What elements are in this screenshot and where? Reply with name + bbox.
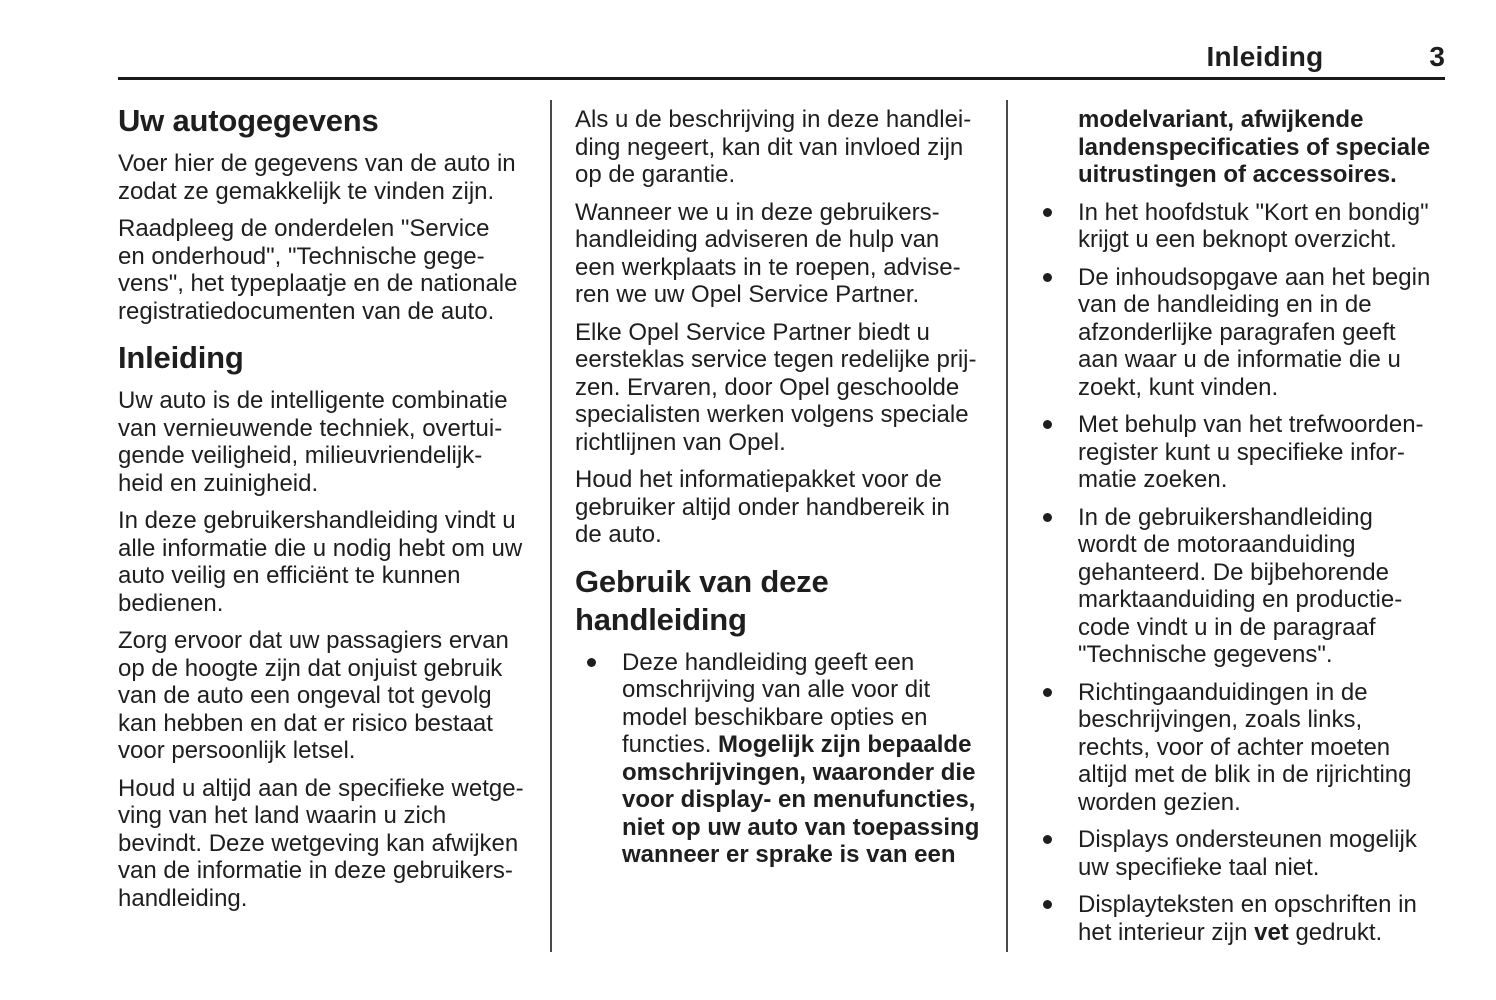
bullet-item-kort-en-bondig: In het hoofdstuk "Kort en bondig" krijgt u een beknopt overzicht. — [1031, 199, 1471, 254]
page-header — [118, 41, 1445, 73]
bullet-item-richtingaanduidingen: Richtingaanduidingen in de beschrijvingen, zoals links, rechts, voor of achter moeten altijd met de blik in de rijrichting worden gezien. — [1031, 679, 1471, 817]
bullet-item-motoraanduiding: In de gebruikershandleiding wordt de motoraanduiding gehanteerd. De bijbehorende marktaanduiding en productie- code vindt u in de paragraaf "Technische gegevens". — [1031, 504, 1471, 669]
bullet-item-displays-taal: Displays ondersteunen mogelijk uw specifieke taal niet. — [1031, 826, 1471, 881]
paragraph-informatiepakket: Houd het informatiepakket voor de gebruiker altijd onder handbereik in de auto. — [575, 466, 950, 548]
bullet-list-col3 — [1031, 199, 1471, 947]
column-2 — [575, 106, 1003, 869]
paragraph-werkplaats: Wanneer we u in deze gebruikers- handleiding adviseren de hulp van een werkplaats in te roepen, advise- ren we uw Opel Service Partner. — [575, 198, 961, 308]
paragraph-autogegevens-1: Voer hier de gegevens van de auto in zodat ze gemakkelijk te vinden zijn. — [118, 150, 516, 205]
section-heading-autogegevens: Uw autogegevens — [118, 103, 379, 138]
paragraph-inleiding-3: Zorg ervoor dat uw passagiers ervan op de hoogte zijn dat onjuist gebruik van de auto een ongeval tot gevolg kan hebben en dat er risico bestaat voor persoonlijk letsel. — [118, 627, 509, 764]
bullet-text-bold: Mogelijk zijn bepaalde omschrijvingen, waaronder die voor display- en menufuncties, niet op uw auto van toepassing wanneer er sprake is van een — [622, 731, 980, 868]
paragraph-inleiding-4: Houd u altijd aan de specifieke wetge- ving van het land waarin u zich bevindt. Deze wetgeving kan afwijken van de informatie in deze gebruikers- handleiding. — [118, 774, 524, 912]
bullet-list-col2 — [575, 649, 1003, 869]
bullet-item-opties — [575, 649, 1003, 869]
column-3 — [1031, 106, 1471, 946]
paragraph-garantie: Als u de beschrijving in deze handlei- ding negeert, kan dit van invloed zijn op de garantie. — [575, 106, 972, 188]
bullet-text-post: gedrukt. — [1288, 918, 1383, 946]
bullet-text-pre: Displayteksten en opschriften in het interieur zijn — [1078, 891, 1417, 946]
bullet-text-normal: Deze handleiding geeft een omschrijving van alle voor dit model beschikbare opties en functies. — [622, 648, 931, 758]
bullet-item-trefwoordenregister: Met behulp van het trefwoorden- register kunt u specifieke infor- matie zoeken. — [1031, 411, 1471, 494]
bullet-item-inhoudsopgave: De inhoudsopgave aan het begin van de handleiding en in de afzonderlijke paragrafen geeft aan waar u de informatie die u zoekt, kunt vinden. — [1031, 264, 1471, 402]
bullet-item-displayteksten — [1031, 891, 1471, 946]
paragraph-service-partner: Elke Opel Service Partner biedt u eersteklas service tegen redelijke prij- zen. Ervaren, door Opel geschoolde specialisten werken volgens speciale richtlijnen van Opel. — [575, 318, 977, 456]
column-divider-2 — [1006, 100, 1008, 952]
paragraph-inleiding-1: Uw auto is de intelligente combinatie van vernieuwende techniek, overtui- gende veiligheid, milieuvriendelijk- heid en zuinigheid. — [118, 387, 508, 497]
paragraph-inleiding-2: In deze gebruikershandleiding vindt u alle informatie die u nodig hebt om uw auto veilig en efficiënt te kunnen bedienen. — [118, 507, 523, 617]
header-rule — [118, 77, 1445, 80]
chapter-title: Inleiding — [1206, 41, 1324, 72]
column-divider-1 — [550, 100, 552, 952]
section-heading-inleiding: Inleiding — [118, 340, 244, 375]
column-1 — [118, 102, 546, 912]
bullet-text-vet: vet — [1254, 918, 1289, 946]
page-number: 3 — [1429, 41, 1445, 72]
paragraph-autogegevens-2: Raadpleeg de onderdelen "Service en onderhoud", "Technische gege- vens", het typeplaatje en de nationale registratiedocumenten van de auto. — [118, 215, 518, 325]
bullet-continuation-modelvariant: modelvariant, afwijkende landenspecificaties of speciale uitrustingen of accessoires. — [1078, 106, 1431, 188]
section-heading-gebruik: Gebruik van deze handleiding — [575, 563, 829, 637]
